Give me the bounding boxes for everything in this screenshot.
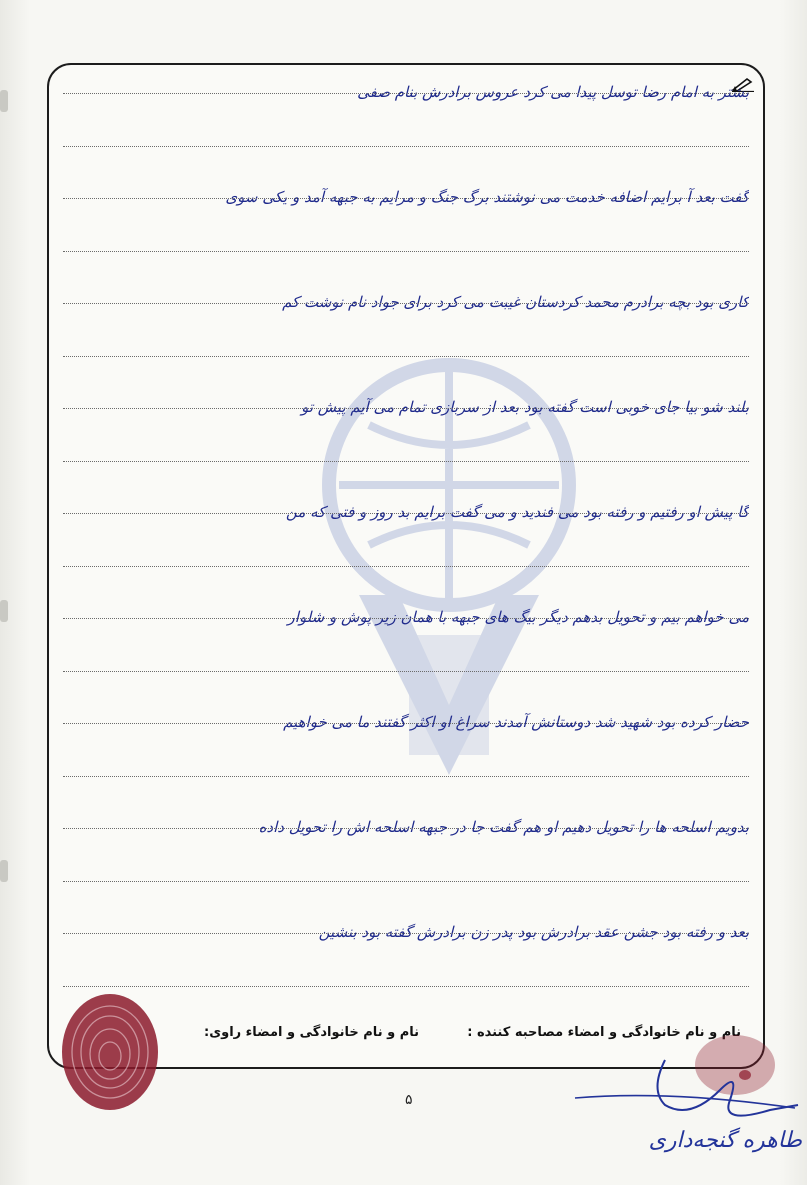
handwritten-line: بلند شو بیا جای خوبی است گفته بود بعد از سربازی تمام می آیم پیش تو — [301, 398, 749, 416]
dotted-rule — [63, 618, 749, 619]
dotted-rule — [63, 566, 749, 567]
dotted-rule — [63, 356, 749, 357]
dotted-rule — [63, 513, 749, 514]
narrator-handwritten-name: طاهره گنجه‌داری — [648, 1128, 802, 1153]
handwritten-line: گفت بعد آ برایم اضافه خدمت می نوشتند برگ جنگ و مرایم به جبهه آمد و یکی سوی — [225, 188, 749, 206]
dotted-rule — [63, 986, 749, 987]
dotted-rule — [63, 303, 749, 304]
narrator-signature-label: نام و نام خانوادگی و امضاء راوی: — [204, 1025, 419, 1040]
binder-hole-mark — [0, 860, 8, 882]
dotted-rule — [63, 881, 749, 882]
form-frame — [47, 63, 765, 1069]
dotted-rule — [63, 93, 749, 94]
handwritten-line: گا پیش او رفتیم و رفته بود می فندید و می گفت برایم بد روز و فتی که من — [285, 503, 749, 521]
page-number: ۵ — [405, 1092, 413, 1108]
dotted-rule — [63, 146, 749, 147]
dotted-rule — [63, 933, 749, 934]
binder-hole-mark — [0, 600, 8, 622]
binder-hole-mark — [0, 90, 8, 112]
dotted-rule — [63, 723, 749, 724]
dotted-rule — [63, 198, 749, 199]
signature-footer — [63, 1023, 749, 1047]
dotted-rule — [63, 408, 749, 409]
handwritten-line: بعد و رفته بود جشن عقد برادرش بود پدر زن برادرش گفته بود بنشین — [318, 923, 749, 941]
interviewer-signature-label: نام و نام خانوادگی و امضاء مصاحبه کننده : — [467, 1025, 741, 1040]
handwritten-line: بدویم اسلحه ها را تحویل دهیم او هم گفت جا در جبهه اسلحه اش را تحویل داده — [258, 818, 749, 836]
handwritten-line: کاری بود بچه برادرم محمد کردستان غیبت می کرد برای جواد نام نوشت کم — [282, 293, 749, 311]
handwritten-line: می خواهم بیم و تحویل بدهم دیگر بیگ های جبهه با همان زیر پوش و شلوار — [287, 608, 749, 626]
signature-scribble — [570, 1050, 800, 1130]
dotted-rule — [63, 776, 749, 777]
dotted-rule — [63, 828, 749, 829]
handwritten-line: بشتر به امام رضا توسل پیدا می کرد عروس برادرش بنام صفی — [357, 83, 749, 101]
dotted-rule — [63, 461, 749, 462]
handwritten-line: حضار کرده بود شهید شد دوستانش آمدند سراغ او اکثر گفتند ما می خواهیم — [283, 713, 749, 731]
dotted-rule — [63, 671, 749, 672]
dotted-rule — [63, 251, 749, 252]
thumbprint-mark — [55, 990, 165, 1120]
